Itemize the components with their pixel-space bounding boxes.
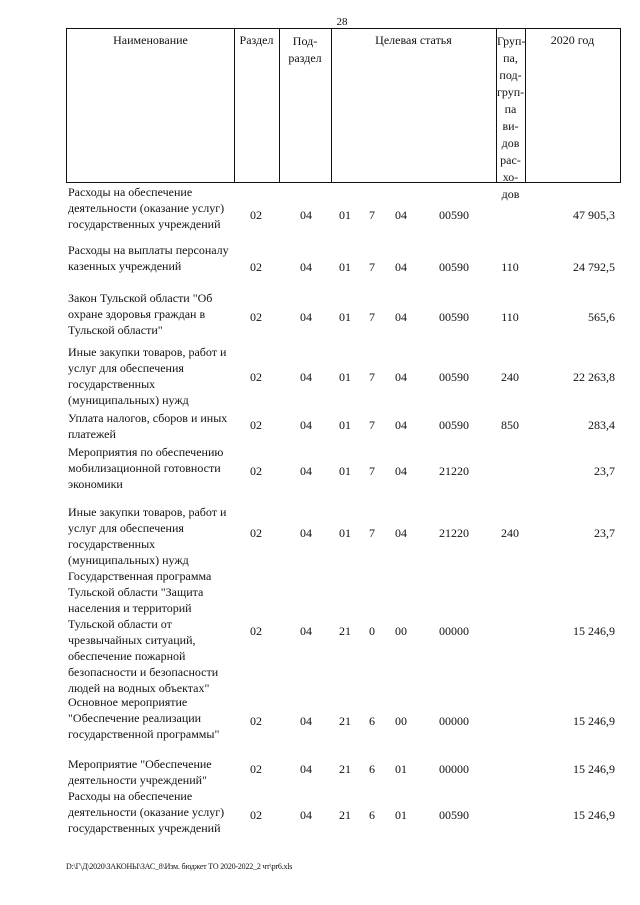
row-razdel: 02	[250, 624, 262, 638]
row-cs-program: 21	[339, 624, 351, 638]
row-razdel: 02	[250, 370, 262, 384]
header-podrazdel-cell	[279, 28, 332, 183]
row-amount: 23,7	[594, 464, 615, 478]
row-cs-type: 7	[369, 526, 375, 540]
row-cs-program: 01	[339, 370, 351, 384]
row-cs-program: 01	[339, 418, 351, 432]
row-cs-direction: 00000	[439, 714, 469, 728]
file-path-footer: D:\Г\Д\2020\ЗАКОНЫ\ЗАС_8\Изм. бюджет ТО 2020-2022_2 чт\pr6.xls	[66, 862, 293, 871]
row-cs-type: 0	[369, 624, 375, 638]
row-cs-event: 04	[395, 370, 407, 384]
row-amount: 47 905,3	[573, 208, 615, 222]
row-cs-type: 7	[369, 370, 375, 384]
row-razdel: 02	[250, 714, 262, 728]
row-cs-event: 04	[395, 310, 407, 324]
header-name: Наименование	[113, 33, 188, 47]
row-podrazdel: 04	[300, 714, 312, 728]
row-cs-program: 01	[339, 260, 351, 274]
row-name: Расходы на выплаты персоналу казенных учреждений	[68, 243, 229, 273]
row-amount: 15 246,9	[573, 762, 615, 776]
row-podrazdel: 04	[300, 260, 312, 274]
header-year-cell	[525, 28, 621, 183]
row-cs-program: 01	[339, 464, 351, 478]
row-cs-program: 21	[339, 762, 351, 776]
page-number: 28	[336, 16, 348, 28]
row-razdel: 02	[250, 310, 262, 324]
row-cs-event: 04	[395, 208, 407, 222]
row-cs-type: 7	[369, 464, 375, 478]
row-name: Закон Тульской области "Об охране здоровья граждан в Тульской области"	[68, 291, 213, 337]
header-razdel: Раздел	[239, 33, 274, 47]
row-cs-event: 04	[395, 464, 407, 478]
row-name: Иные закупки товаров, работ и услуг для обеспечения государственных (муниципальных) нужд	[68, 505, 227, 567]
row-razdel: 02	[250, 526, 262, 540]
row-name: Государственная программа Тульской области "Защита населения и территорий Тульской области от чрезвычайных ситуаций, обеспечение пожарной безопасности и безопасности людей на водных объектах"	[68, 569, 219, 695]
header-year: 2020 год	[550, 33, 595, 47]
row-podrazdel: 04	[300, 310, 312, 324]
row-podrazdel: 04	[300, 370, 312, 384]
row-cs-program: 01	[339, 208, 351, 222]
row-podrazdel: 04	[300, 624, 312, 638]
row-name: Иные закупки товаров, работ и услуг для обеспечения государственных (муниципальных) нужд	[68, 345, 227, 407]
row-cs-direction: 00590	[439, 310, 469, 324]
row-amount: 15 246,9	[573, 714, 615, 728]
row-podrazdel: 04	[300, 208, 312, 222]
row-name: Расходы на обеспечение деятельности (оказание услуг) государственных учреждений	[68, 185, 225, 231]
row-name: Мероприятие "Обеспечение деятельности учреждений"	[68, 757, 212, 787]
row-cs-type: 7	[369, 208, 375, 222]
header-celevaya-cell	[331, 28, 497, 183]
row-razdel: 02	[250, 762, 262, 776]
row-cs-direction: 21220	[439, 464, 469, 478]
row-amount: 565,6	[588, 310, 615, 324]
row-name: Мероприятия по обеспечению мобилизационной готовности экономики	[68, 445, 224, 491]
row-cs-direction: 00590	[439, 418, 469, 432]
row-razdel: 02	[250, 418, 262, 432]
header-razdel-cell	[234, 28, 280, 183]
row-cs-type: 7	[369, 418, 375, 432]
row-razdel: 02	[250, 808, 262, 822]
row-cs-type: 6	[369, 762, 375, 776]
row-cs-direction: 00590	[439, 370, 469, 384]
row-cs-type: 6	[369, 714, 375, 728]
row-razdel: 02	[250, 260, 262, 274]
row-cs-program: 21	[339, 714, 351, 728]
row-podrazdel: 04	[300, 464, 312, 478]
row-name: Уплата налогов, сборов и иных платежей	[68, 411, 228, 441]
header-group: Груп-па, под-груп-па ви-дов рас-хо-дов	[497, 34, 526, 201]
row-amount: 24 792,5	[573, 260, 615, 274]
row-amount: 283,4	[588, 418, 615, 432]
row-razdel: 02	[250, 208, 262, 222]
row-expense-group: 110	[501, 260, 519, 274]
row-amount: 15 246,9	[573, 624, 615, 638]
row-cs-event: 01	[395, 762, 407, 776]
row-razdel: 02	[250, 464, 262, 478]
row-cs-direction: 00590	[439, 260, 469, 274]
row-cs-direction: 00590	[439, 808, 469, 822]
row-podrazdel: 04	[300, 762, 312, 776]
row-cs-direction: 00000	[439, 762, 469, 776]
row-podrazdel: 04	[300, 808, 312, 822]
row-expense-group: 240	[501, 526, 519, 540]
row-cs-event: 04	[395, 526, 407, 540]
header-name-cell	[66, 28, 235, 183]
row-cs-type: 6	[369, 808, 375, 822]
row-expense-group: 240	[501, 370, 519, 384]
row-cs-program: 21	[339, 808, 351, 822]
row-cs-event: 04	[395, 260, 407, 274]
header-group-cell	[496, 28, 526, 201]
row-expense-group: 110	[501, 310, 519, 324]
row-amount: 23,7	[594, 526, 615, 540]
row-cs-direction: 21220	[439, 526, 469, 540]
row-cs-type: 7	[369, 310, 375, 324]
header-podrazdel: Под-раздел	[288, 34, 322, 65]
header-celevaya: Целевая статья	[375, 33, 452, 47]
row-cs-program: 01	[339, 526, 351, 540]
row-cs-type: 7	[369, 260, 375, 274]
row-cs-event: 00	[395, 624, 407, 638]
row-podrazdel: 04	[300, 526, 312, 540]
row-cs-program: 01	[339, 310, 351, 324]
row-podrazdel: 04	[300, 418, 312, 432]
row-cs-event: 01	[395, 808, 407, 822]
row-name: Основное мероприятие "Обеспечение реализации государственной программы"	[68, 695, 220, 741]
row-cs-direction: 00590	[439, 208, 469, 222]
row-cs-direction: 00000	[439, 624, 469, 638]
row-cs-event: 00	[395, 714, 407, 728]
row-amount: 22 263,8	[573, 370, 615, 384]
row-expense-group: 850	[501, 418, 519, 432]
row-name: Расходы на обеспечение деятельности (оказание услуг) государственных учреждений	[68, 789, 225, 835]
row-cs-event: 04	[395, 418, 407, 432]
row-amount: 15 246,9	[573, 808, 615, 822]
